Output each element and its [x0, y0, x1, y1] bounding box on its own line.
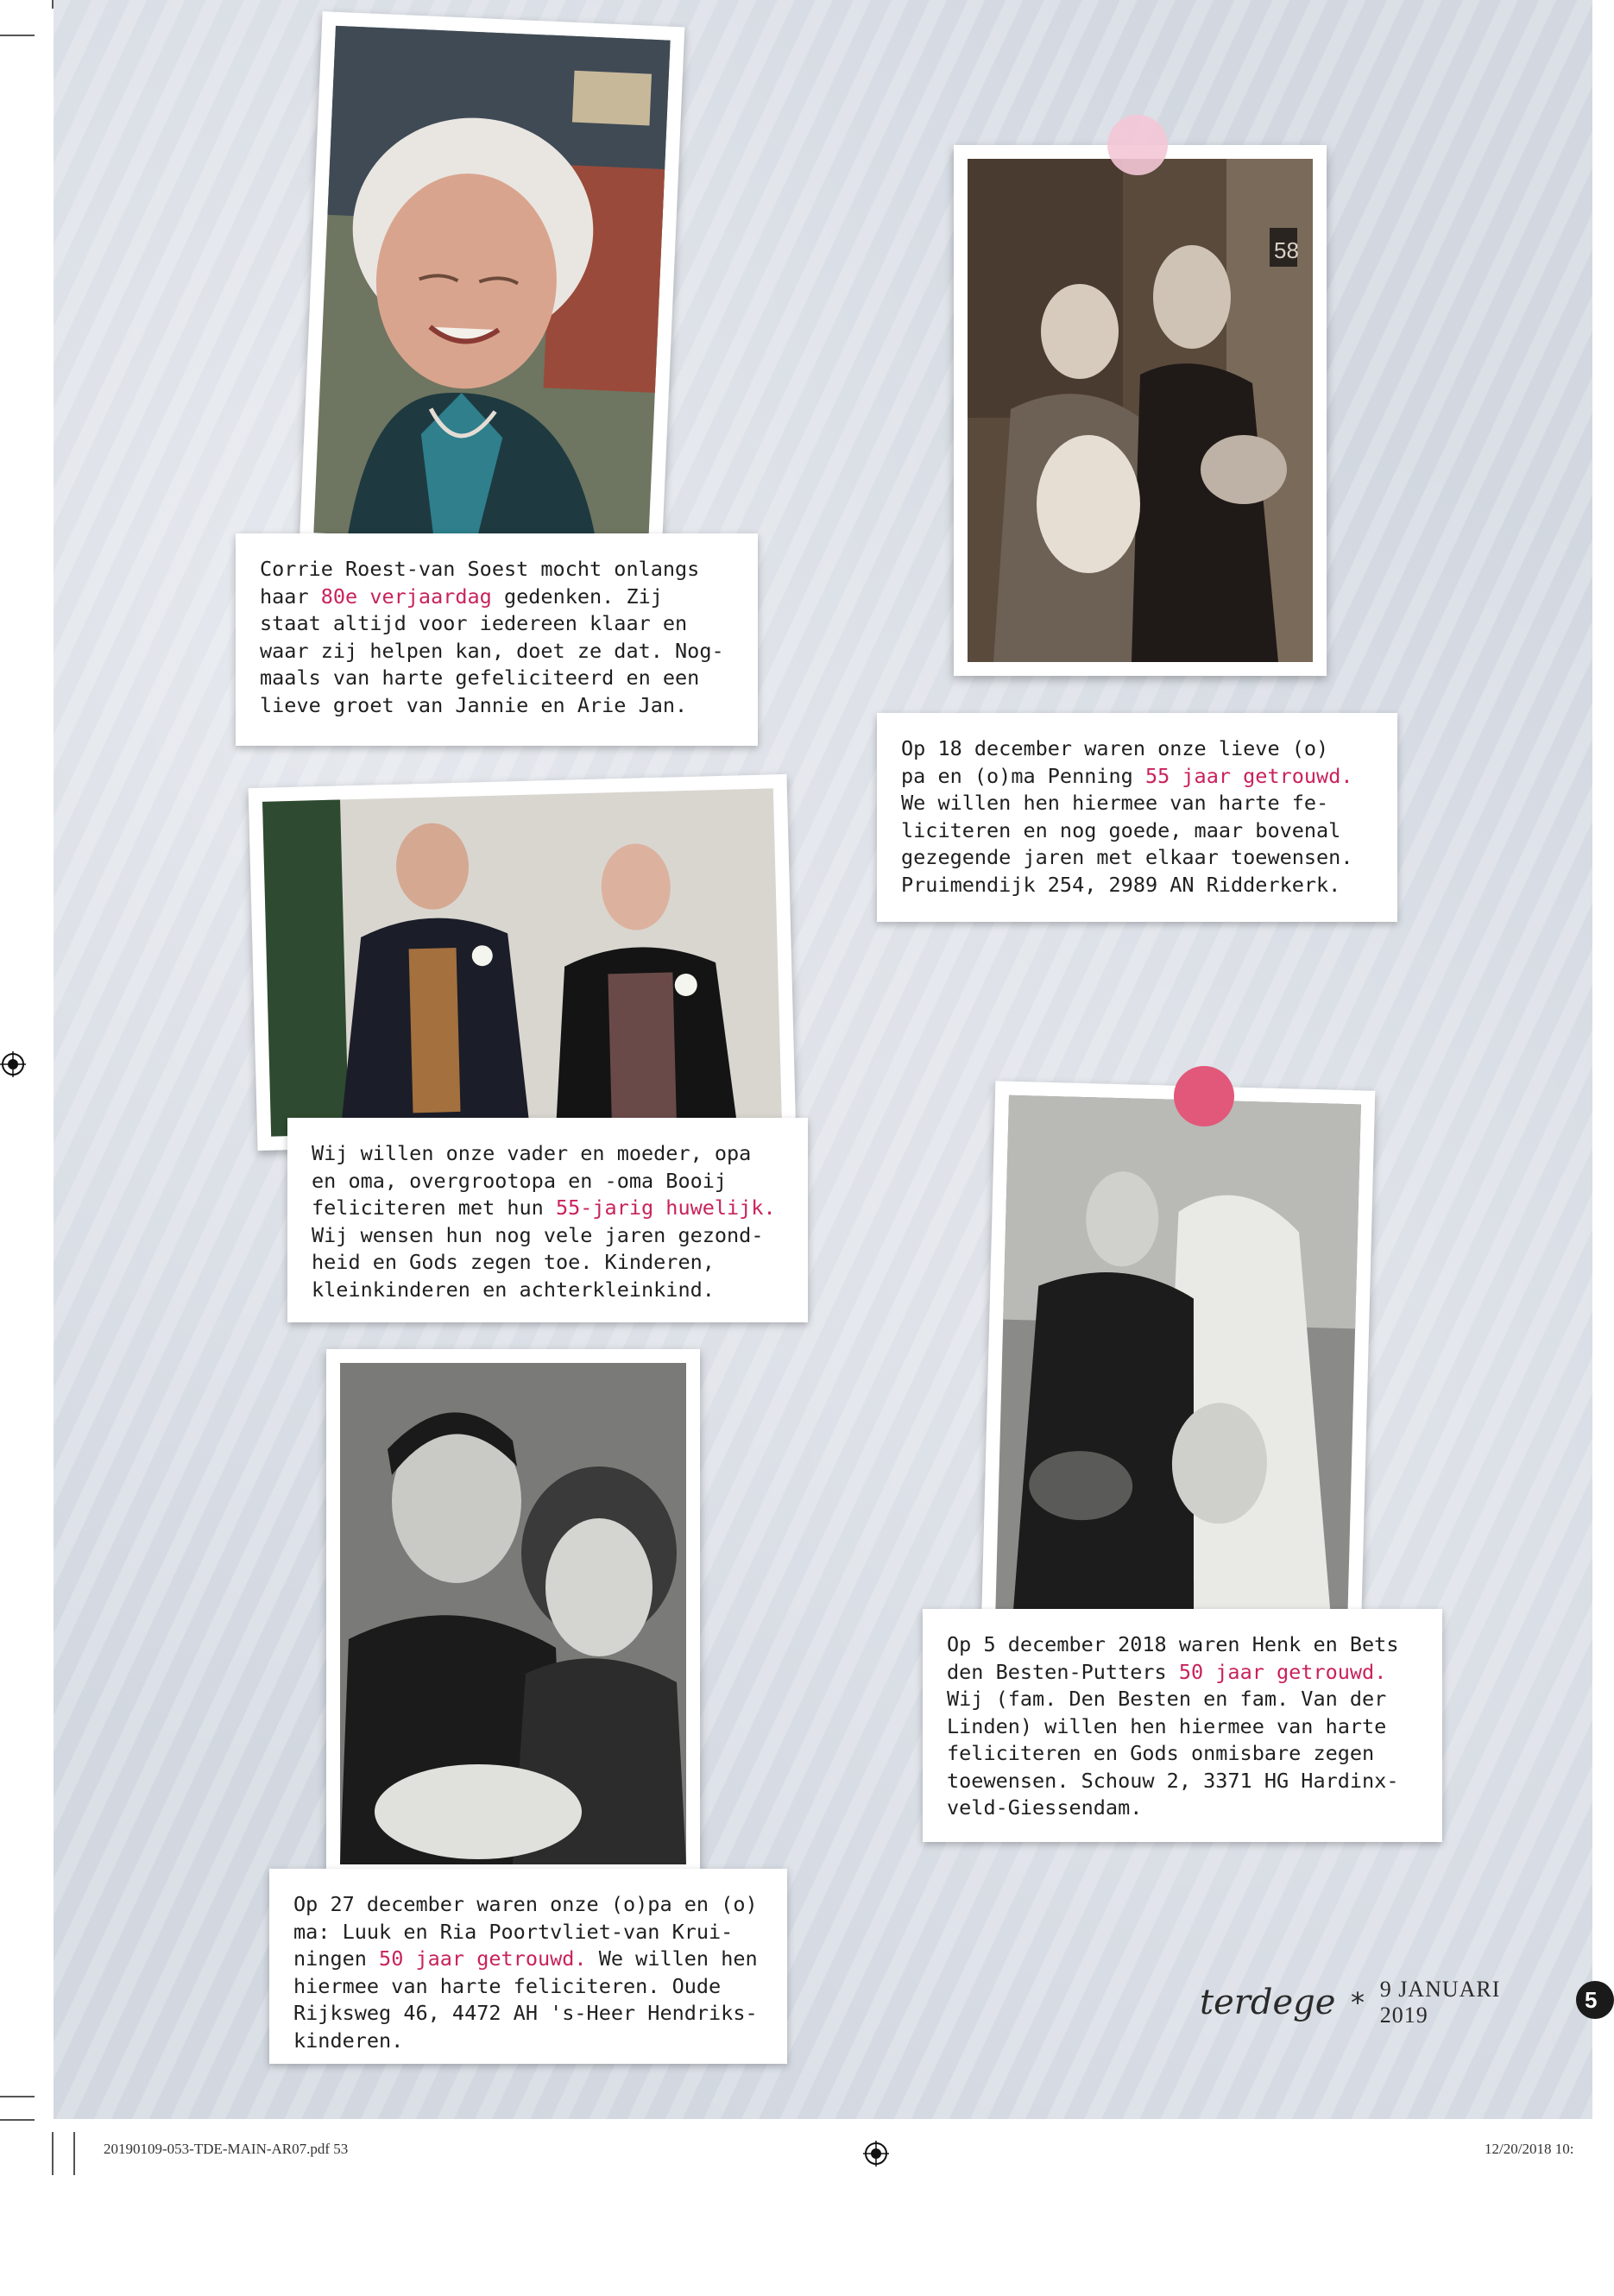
registration-mark-icon: [0, 1051, 26, 1077]
crop-mark: [73, 2132, 75, 2175]
svg-text:58: 58: [1274, 237, 1299, 263]
caption-besten: Op 5 december 2018 waren Henk en Bets den Besten-Putters 50 jaar getrouwd. Wij (fam. Den Besten en fam. Van der Linden) willen hen hiermee van harte feliciteren en Gods onmisbare zegen toewensen. Schouw 2, 3371 HG Hardinx- veld-Giessendam.: [923, 1609, 1442, 1842]
crop-mark: [52, 2132, 54, 2175]
issue-date: 9 JANUARI 2019: [1379, 1977, 1501, 2028]
crop-mark: [0, 2096, 35, 2097]
caption-corrie: Corrie Roest-van Soest mocht onlangs haar 80e verjaardag gedenken. Zij staat altijd voor iedereen klaar en waar zij helpen kan, doet ze dat. Nog- maals van harte gefeliciteerd en een lieve groet van Jannie en Arie Jan.: [236, 533, 758, 746]
print-slug-datetime: 12/20/2018 10:: [1485, 2141, 1574, 2157]
brand-logo: terdege: [1200, 1983, 1336, 2022]
photo-besten-frame: [981, 1081, 1376, 1643]
print-slug-file: 20190109-053-TDE-MAIN-AR07.pdf 53: [104, 2141, 349, 2157]
caption-booij: Wij willen onze vader en moeder, opa en oma, overgrootopa en -oma Booij feliciteren met hun 55-jarig huwelijk. Wij wensen hun nog vele jaren gezond- heid en Gods zegen toe. Kinderen, kleinkinderen en achterkleinkind.: [287, 1118, 808, 1322]
pin-dark: [1174, 1066, 1234, 1126]
photo-booij: [262, 788, 782, 1136]
separator-star-icon: *: [1349, 1986, 1366, 2019]
caption-poortvliet: Op 27 december waren onze (o)pa en (o) ma: Luuk en Ria Poortvliet-van Krui- ningen 50 jaar getrouwd. We willen hen hiermee van harte feliciteren. Oude Rijksweg 46, 4472 AH 's-Heer Hendriks- kinderen.: [269, 1869, 787, 2064]
photo-corrie-frame: [299, 11, 685, 562]
photo-poortvliet-frame: [326, 1349, 700, 1878]
registration-mark-icon: [863, 2141, 889, 2167]
crop-mark: [0, 2119, 35, 2121]
photo-booij-frame: [249, 774, 797, 1151]
photo-penning: [968, 159, 1313, 662]
caption-penning: Op 18 december waren onze lieve (o) pa en (o)ma Penning 55 jaar getrouwd. We willen hen hiermee van harte fe- liciteren en nog goede, maar bovenal gezegende jaren met elkaar toewensen. Pruimendijk 254, 2989 AN Ridderkerk.: [877, 713, 1397, 922]
magazine-footer: [1200, 1977, 1545, 2028]
crop-mark: [52, 0, 54, 9]
photo-besten: [995, 1095, 1361, 1629]
page-number: 5: [1576, 1981, 1614, 2019]
crop-mark: [0, 35, 35, 36]
photo-penning-frame: [954, 145, 1327, 676]
photo-poortvliet: [340, 1363, 686, 1864]
pin-light: [1107, 115, 1168, 175]
photo-corrie: [313, 26, 670, 547]
